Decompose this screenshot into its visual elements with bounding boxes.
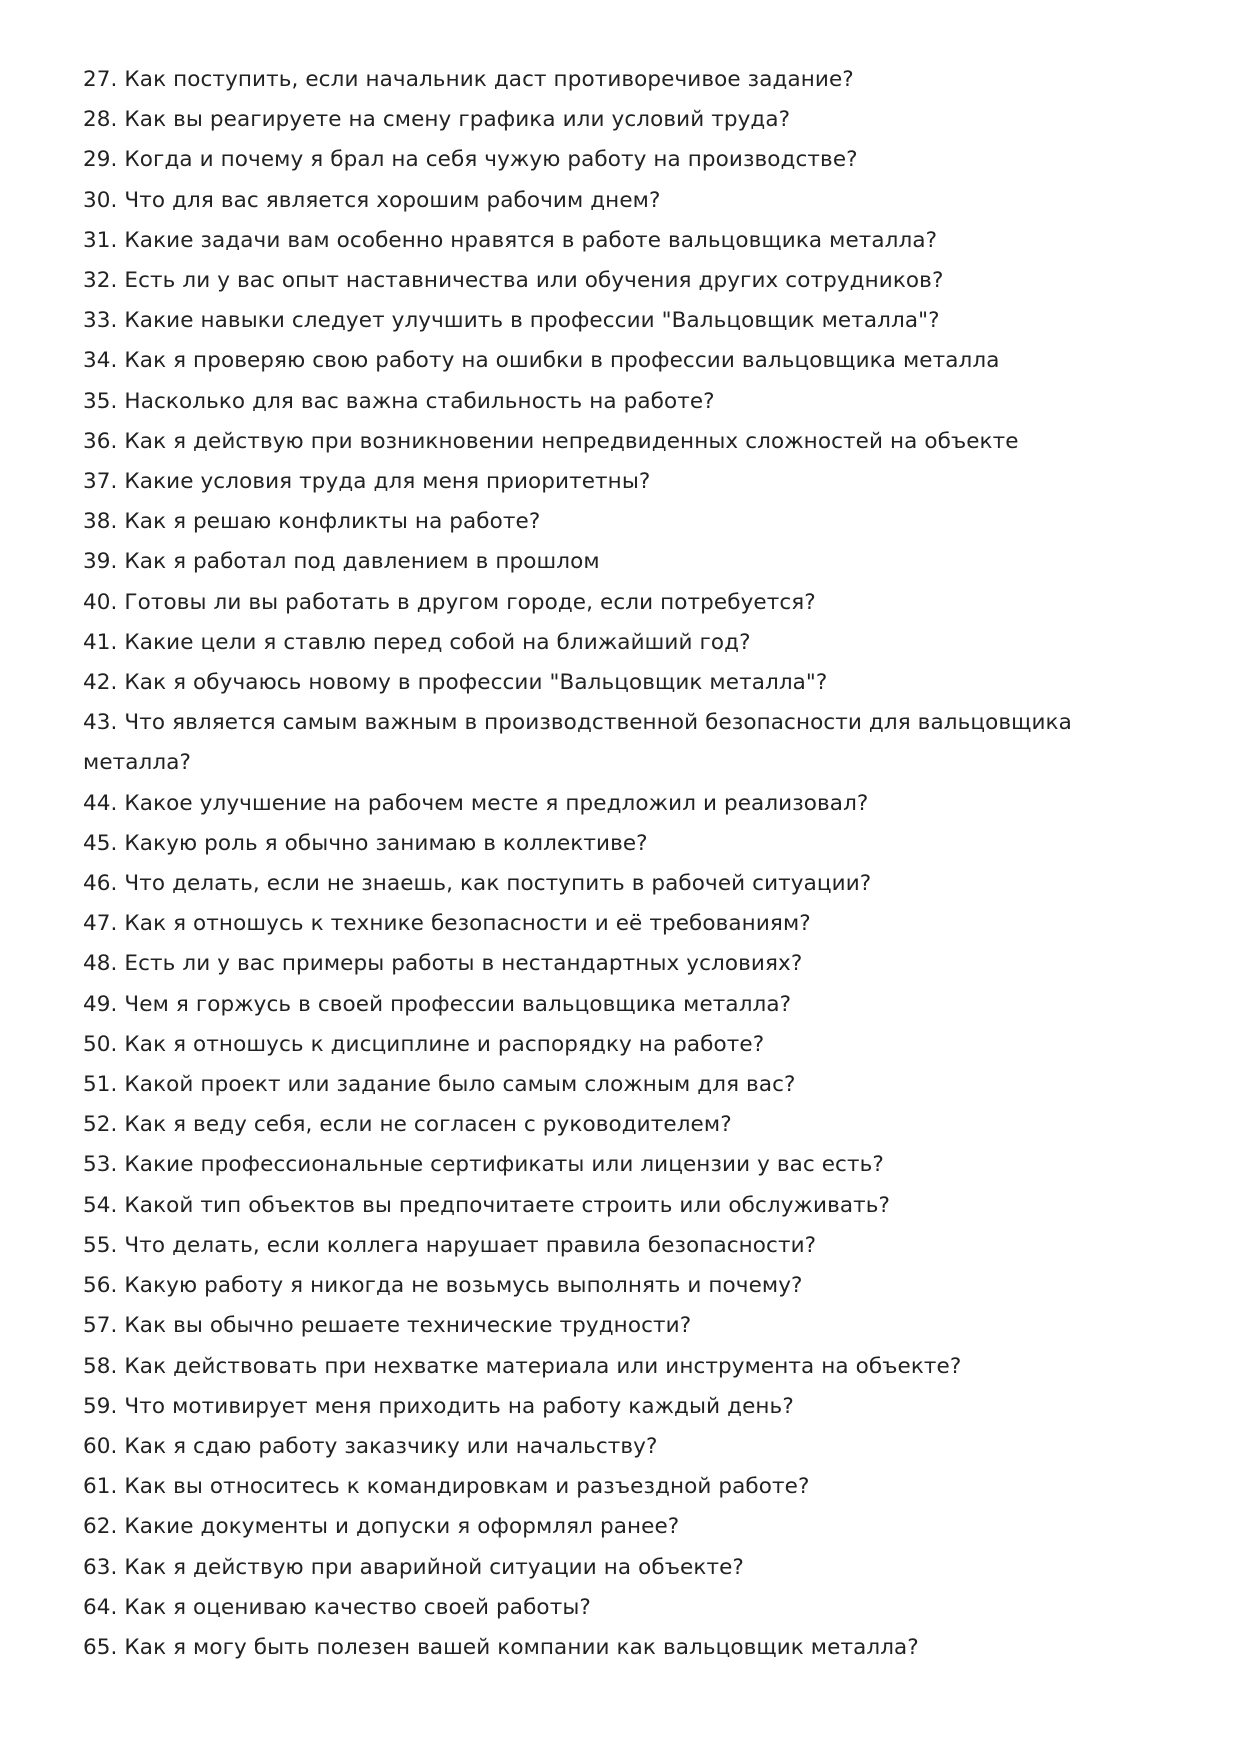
question-item: 46. Что делать, если не знаешь, как поступить в рабочей ситуации? [83, 871, 872, 897]
question-item: 39. Как я работал под давлением в прошлом [83, 549, 600, 575]
question-item: 57. Как вы обычно решаете технические трудности? [83, 1313, 692, 1339]
question-item: 61. Как вы относитесь к командировкам и разъездной работе? [83, 1474, 810, 1500]
question-item: 60. Как я сдаю работу заказчику или начальству? [83, 1433, 658, 1459]
question-item: 53. Какие профессиональные сертификаты или лицензии у вас есть? [83, 1152, 884, 1178]
question-item: 42. Как я обучаюсь новому в профессии "Вальцовщик металла"? [83, 670, 828, 696]
question-list [83, 60, 1093, 1668]
question-item: 34. Как я проверяю свою работу на ошибки в профессии вальцовщика металла [83, 348, 1000, 374]
question-item: 55. Что делать, если коллега нарушает правила безопасности? [83, 1232, 817, 1258]
question-item: 27. Как поступить, если начальник даст противоречивое задание? [83, 67, 854, 92]
question-item: 32. Есть ли у вас опыт наставничества или обучения других сотрудников? [83, 268, 944, 294]
question-item: 50. Как я отношусь к дисциплине и распорядку на работе? [83, 1031, 765, 1057]
question-item: 30. Что для вас является хорошим рабочим днем? [83, 187, 661, 213]
question-item: 64. Как я оцениваю качество своей работы? [83, 1594, 591, 1620]
question-item: 33. Какие навыки следует улучшить в профессии "Вальцовщик металла"? [83, 308, 940, 334]
question-item: 36. Как я действую при возникновении непредвиденных сложностей на объекте [83, 428, 1019, 454]
question-item: 40. Готовы ли вы работать в другом городе, если потребуется? [83, 589, 816, 615]
question-item: 65. Как я могу быть полезен вашей компании как вальцовщик металла? [83, 1634, 919, 1660]
question-item: 38. Как я решаю конфликты на работе? [83, 509, 541, 535]
question-item: 44. Какое улучшение на рабочем месте я предложил и реализовал? [83, 790, 869, 816]
question-item: 47. Как я отношусь к технике безопасности и её требованиям? [83, 911, 811, 937]
question-item: 49. Чем я горжусь в своей профессии вальцовщика металла? [83, 991, 792, 1017]
question-item: 62. Какие документы и допуски я оформлял ранее? [83, 1514, 680, 1540]
question-item: 58. Как действовать при нехватке материала или инструмента на объекте? [83, 1353, 962, 1379]
question-item: 41. Какие цели я ставлю перед собой на ближайший год? [83, 629, 751, 655]
question-item: 59. Что мотивирует меня приходить на работу каждый день? [83, 1393, 794, 1419]
question-item: 56. Какую работу я никогда не возьмусь выполнять и почему? [83, 1273, 803, 1299]
question-item: 51. Какой проект или задание было самым сложным для вас? [83, 1072, 796, 1098]
question-item: 29. Когда и почему я брал на себя чужую работу на производстве? [83, 147, 858, 173]
question-item: 45. Какую роль я обычно занимаю в коллективе? [83, 830, 648, 856]
question-item: 35. Насколько для вас важна стабильность на работе? [83, 388, 715, 414]
question-item: 54. Какой тип объектов вы предпочитаете строить или обслуживать? [83, 1192, 891, 1218]
question-item: 37. Какие условия труда для меня приоритетны? [83, 469, 651, 495]
question-item: 52. Как я веду себя, если не согласен с руководителем? [83, 1112, 732, 1138]
question-item: 63. Как я действую при аварийной ситуации на объекте? [83, 1554, 744, 1580]
question-item: 28. Как вы реагируете на смену графика или условий труда? [83, 107, 791, 133]
question-item: 31. Какие задачи вам особенно нравятся в работе вальцовщика металла? [83, 227, 938, 253]
question-item: 48. Есть ли у вас примеры работы в нестандартных условиях? [83, 951, 803, 977]
question-item: 43. Что является самым важным в производственной безопасности для вальцовщика металла? [83, 710, 1072, 776]
